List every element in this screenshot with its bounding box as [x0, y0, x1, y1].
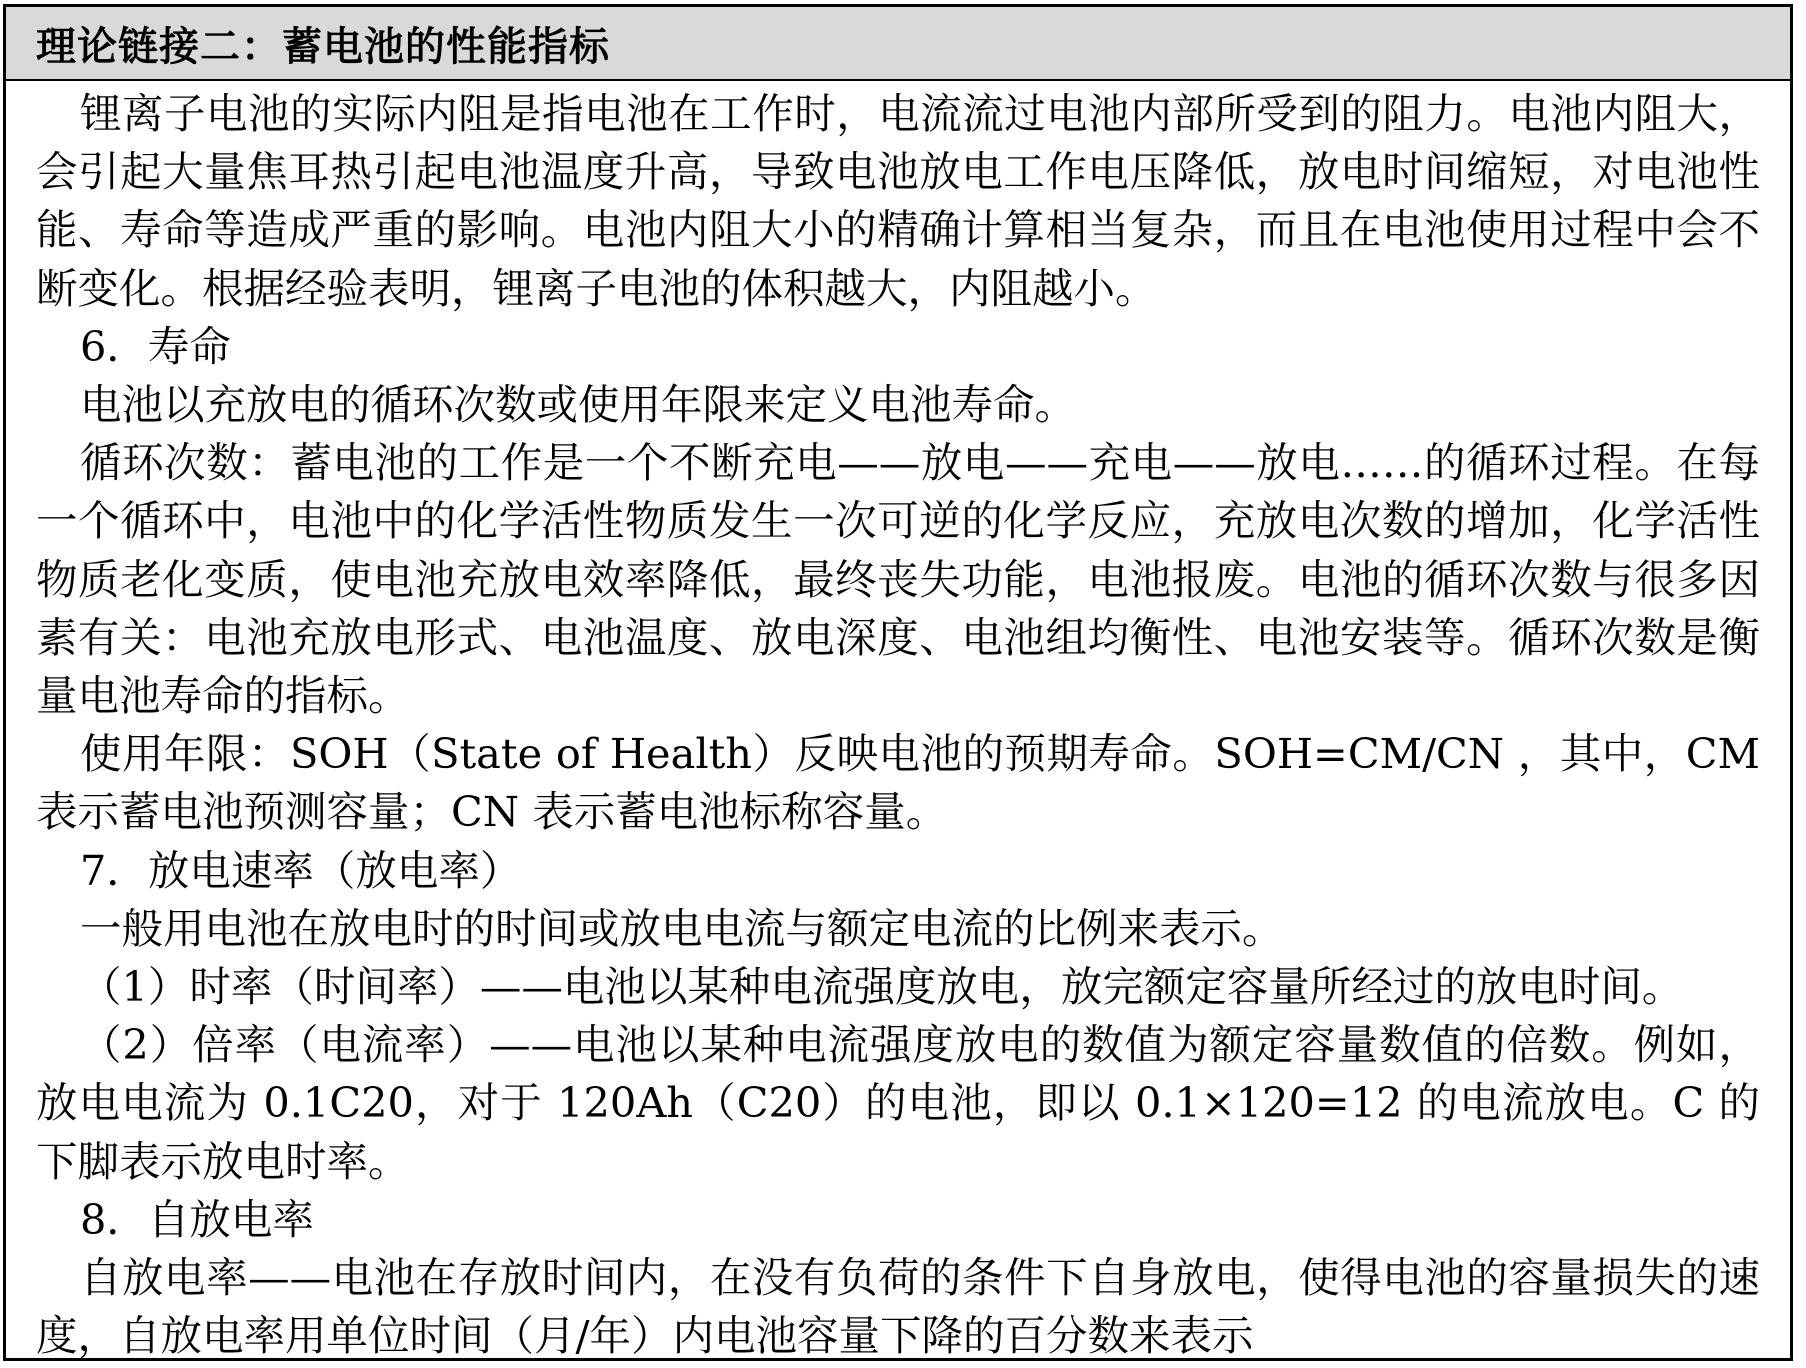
paragraph-discharge-rate-intro: 一般用电池在放电时的时间或放电电流与额定电流的比例来表示。 — [80, 903, 1284, 953]
content-box — [3, 4, 1793, 1361]
section-title: 理论链接二：蓄电池的性能指标 — [36, 23, 610, 70]
paragraph-cycle-count: 循环次数：蓄电池的工作是一个不断充电——放电——充电——放电……的循环过程。在每一个循环中，电池中的化学活性物质发生一次可逆的化学反应，充放电次数的增加，化学活性物质老化变质，使电池充放电效率降低，最终丧失功能，电池报废。电池的循环次数与很多因素有关：电池充放电形式、电池温度、放电深度、电池组均衡性、电池安装等。循环次数是衡量电池寿命的指标。 — [36, 438, 1760, 721]
paragraph-service-life: 使用年限：SOH（State of Health）反映电池的预期寿命。SOH=CM/CN ，其中，CM 表示蓄电池预测容量；CN 表示蓄电池标称容量。 — [36, 729, 1760, 837]
paragraph-hour-rate: （1）时率（时间率）——电池以某种电流强度放电，放完额定容量所经过的放电时间。 — [80, 962, 1684, 1012]
paragraph-lifespan-definition: 电池以充放电的循环次数或使用年限来定义电池寿命。 — [80, 380, 1077, 430]
paragraph-internal-resistance: 锂离子电池的实际内阻是指电池在工作时，电流流过电池内部所受到的阻力。电池内阻大，会引起大量焦耳热引起电池温度升高，导致电池放电工作电压降低，放电时间缩短，对电池性能、寿命等造成严重的影响。电池内阻大小的精确计算相当复杂，而且在电池使用过程中会不断变化。根据经验表明，锂离子电池的体积越大，内阻越小。 — [36, 89, 1760, 313]
heading-self-discharge: 8．自放电率 — [80, 1194, 314, 1244]
paragraph-c-rate: （2）倍率（电流率）——电池以某种电流强度放电的数值为额定容量数值的倍数。例如，放电电流为 0.1C20，对于 120Ah（C20）的电池，即以 0.1×120=12 的电流放电。C 的下脚表示放电时率。 — [36, 1020, 1760, 1186]
header-bar — [6, 7, 1790, 81]
heading-discharge-rate: 7．放电速率（放电率） — [80, 845, 522, 895]
heading-lifespan: 6．寿命 — [80, 321, 231, 371]
body-text — [6, 81, 1790, 1365]
paragraph-self-discharge: 自放电率——电池在存放时间内，在没有负荷的条件下自身放电，使得电池的容量损失的速度，自放电率用单位时间（月/年）内电池容量下降的百分数来表示 — [36, 1253, 1760, 1361]
